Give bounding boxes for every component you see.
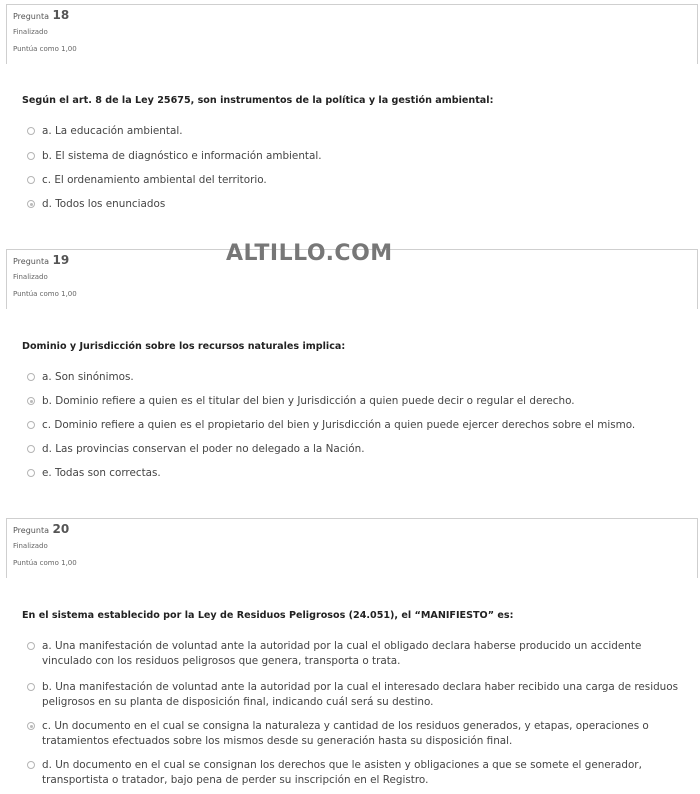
question-number: Pregunta 18 <box>13 8 70 22</box>
radio-button[interactable] <box>27 469 35 477</box>
question-number: Pregunta 20 <box>13 522 70 536</box>
radio-button-selected[interactable] <box>27 722 35 730</box>
radio-button[interactable] <box>27 127 35 135</box>
question-text-20: En el sistema establecido por la Ley de Residuos Peligrosos (24.051), el “MANIFIESTO” es: <box>22 610 514 621</box>
radio-button[interactable] <box>27 642 35 650</box>
answer-option-20b[interactable]: b. Una manifestación de voluntad ante la autoridad por la cual el interesado declara haber recibido una carga de residuos peligrosos en su planta de disposición final, indicando cuál será su destino. <box>27 680 687 710</box>
answer-option-19b[interactable]: b. Dominio refiere a quien es el titular del bien y Jurisdicción a quien puede decir o regular el derecho. <box>27 394 687 409</box>
question-state: Finalizado <box>13 28 48 36</box>
answer-option-19d[interactable]: d. Las provincias conservan el poder no delegado a la Nación. <box>27 442 687 457</box>
answer-option-19e[interactable]: e. Todas son correctas. <box>27 466 687 481</box>
question-info-20 <box>6 518 698 578</box>
radio-button-selected[interactable] <box>27 397 35 405</box>
answer-option-20d[interactable]: d. Un documento en el cual se consignan los derechos que le asisten y obligaciones a que se somete el generador, transportista o tratador, bajo pena de perder su inscripción en el Registro. <box>27 758 687 788</box>
radio-button-selected[interactable] <box>27 200 35 208</box>
answer-option-18a[interactable]: a. La educación ambiental. <box>27 124 687 139</box>
answer-option-18d[interactable]: d. Todos los enunciados <box>27 197 687 212</box>
answer-option-20c[interactable]: c. Un documento en el cual se consigna la naturaleza y cantidad de los residuos generados, y etapas, operaciones o tratamientos efectuados sobre los mismos desde su generación hasta su disposición final. <box>27 719 687 749</box>
question-state: Finalizado <box>13 273 48 281</box>
question-state: Finalizado <box>13 542 48 550</box>
question-text-19: Dominio y Jurisdicción sobre los recursos naturales implica: <box>22 341 346 352</box>
radio-button[interactable] <box>27 761 35 769</box>
answer-option-19a[interactable]: a. Son sinónimos. <box>27 370 687 385</box>
answer-option-18c[interactable]: c. El ordenamiento ambiental del territorio. <box>27 173 687 188</box>
question-text-18: Según el art. 8 de la Ley 25675, son instrumentos de la política y la gestión ambiental: <box>22 95 494 106</box>
question-info-18 <box>6 4 698 64</box>
question-grade: Puntúa como 1,00 <box>13 290 77 298</box>
radio-button[interactable] <box>27 445 35 453</box>
answer-option-20a[interactable]: a. Una manifestación de voluntad ante la autoridad por la cual el obligado declara haberse producido un accidente vinculado con los residuos peligrosos que genera, transporta o trata. <box>27 639 687 669</box>
radio-button[interactable] <box>27 421 35 429</box>
radio-button[interactable] <box>27 176 35 184</box>
question-grade: Puntúa como 1,00 <box>13 45 77 53</box>
radio-button[interactable] <box>27 373 35 381</box>
question-grade: Puntúa como 1,00 <box>13 559 77 567</box>
watermark: ALTILLO.COM <box>226 241 393 266</box>
radio-button[interactable] <box>27 683 35 691</box>
radio-button[interactable] <box>27 152 35 160</box>
answer-option-18b[interactable]: b. El sistema de diagnóstico e información ambiental. <box>27 149 687 164</box>
answer-option-19c[interactable]: c. Dominio refiere a quien es el propietario del bien y Jurisdicción a quien puede ejercer derechos sobre el mismo. <box>27 418 687 433</box>
question-number: Pregunta 19 <box>13 253 70 267</box>
